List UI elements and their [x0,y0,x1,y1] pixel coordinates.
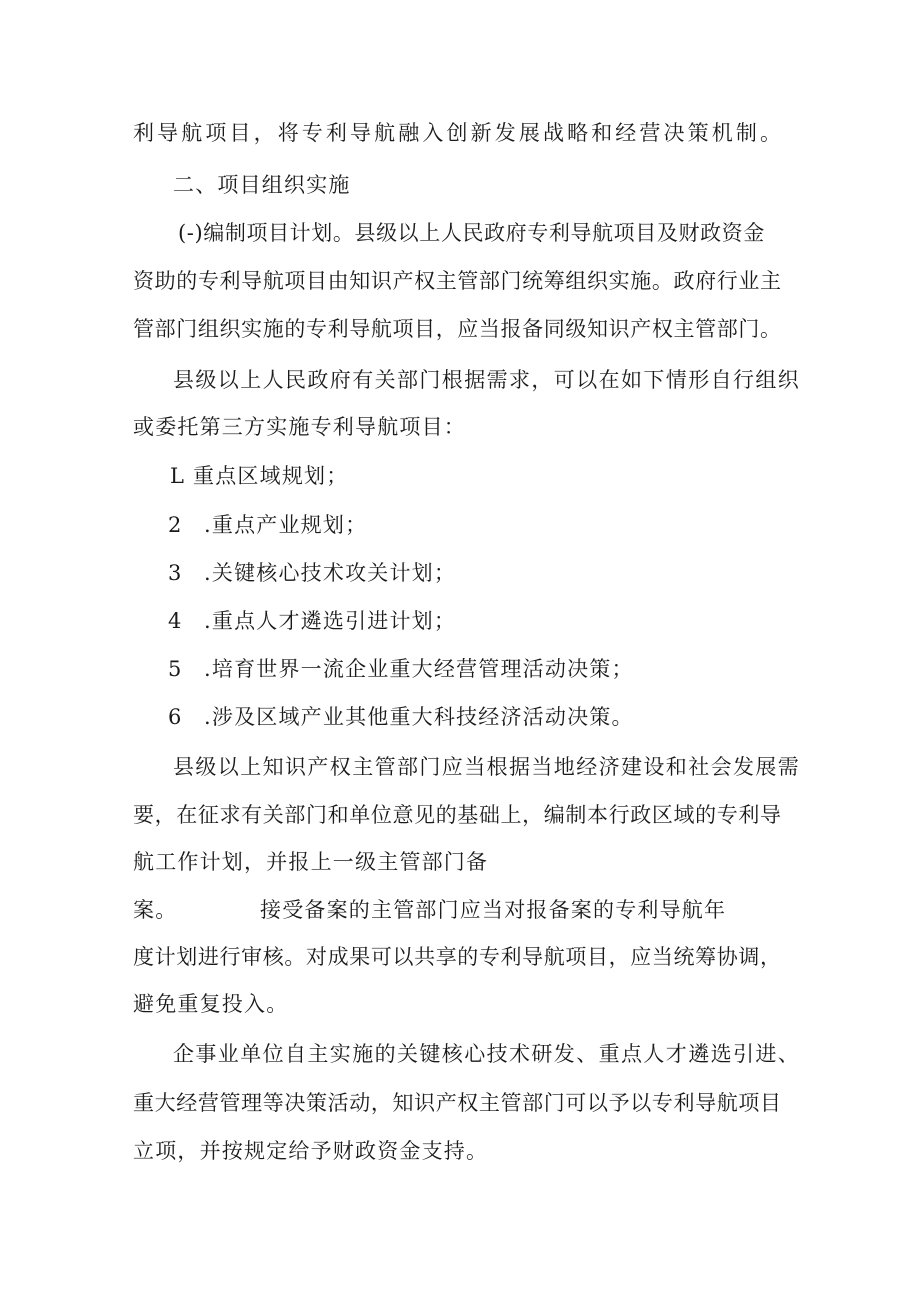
paragraph-line: (-)编制项目计划。县级以上人民政府专利导航项目及财政资金 [178,221,765,245]
list-item-text: .重点人才遴选引进计划； [204,609,457,633]
list-item-number: 6 [168,705,183,729]
paragraph-line: 或委托第三方实施专利导航项目： [133,415,466,439]
paragraph-line: 要，在征求有关部门和单位意见的基础上，编制本行政区域的专利导 [133,803,781,827]
list-item-text: .培育世界一流企业重大经营管理活动决策； [204,657,634,681]
paragraph-line: 航工作计划，并报上一级主管部门备 [133,850,489,874]
list-item-number: 3 [168,561,183,585]
paragraph-line: 县级以上人民政府有关部门根据需求，可以在如下情形自行组织 [173,368,801,392]
paragraph-line: 接受备案的主管部门应当对报备案的专利导航年 [260,898,727,922]
list-item [168,702,634,732]
paragraph-line: 案。 [133,898,178,922]
list-item-text: .重点产业规划； [204,513,368,537]
paragraph-line: 资助的专利导航项目由知识产权主管部门统筹组织实施。政府行业主 [133,269,781,293]
list-item-text: .涉及区域产业其他重大科技经济活动决策。 [204,705,634,729]
section-heading: 二、项目组织实施 [173,173,351,197]
list-item: L 重点区域规划； [170,464,349,488]
list-item-number: 5 [168,657,183,681]
paragraph-line: 管部门组织实施的专利导航项目，应当报备同级知识产权主管部门。 [133,317,781,341]
paragraph-line: 企事业单位自主实施的关键核心技术研发、重点人才遴选引进、 [173,1042,801,1066]
list-item-number: 2 [168,513,183,537]
list-item-number: 4 [168,609,183,633]
list-item [168,606,456,636]
paragraph-line: 避免重复投入。 [133,992,289,1016]
list-item [168,558,456,588]
paragraph-line: 度计划进行审核。对成果可以共享的专利导航项目，应当统筹协调， [133,945,781,969]
paragraph-line: 重大经营管理等决策活动，知识产权主管部门可以予以专利导航项目 [133,1091,781,1115]
list-item [168,510,367,540]
list-item-text: .关键核心技术攻关计划； [204,561,457,585]
list-item [168,654,634,684]
paragraph-line: 利导航项目，将专利导航融入创新发展战略和经营决策机制。 [133,121,781,145]
paragraph-line: 县级以上知识产权主管部门应当根据当地经济建设和社会发展需 [173,755,801,779]
paragraph-line: 立项，并按规定给予财政资金支持。 [133,1139,489,1163]
